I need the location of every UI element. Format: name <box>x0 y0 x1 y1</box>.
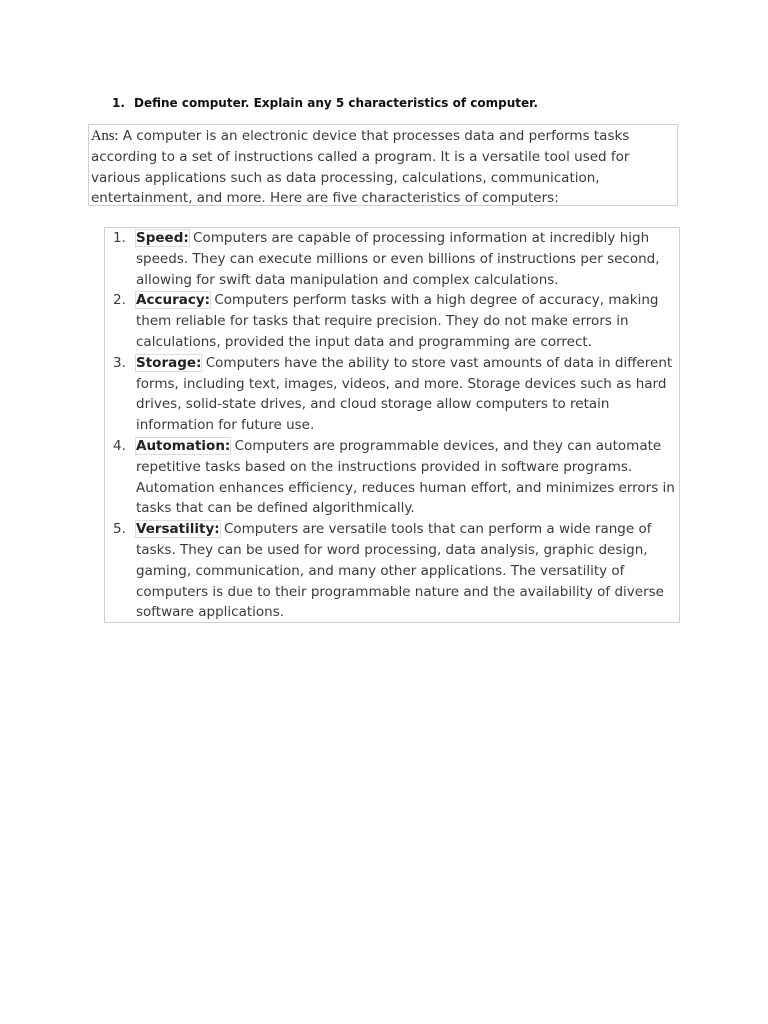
answer-label: Ans: <box>91 128 119 144</box>
list-item-term: Speed: <box>136 230 189 246</box>
list-item-accuracy <box>105 290 679 352</box>
list-item-text: Computers are programmable devices, and they can automate repetitive tasks based on the instructions provided in software programs. Automation enhances efficiency, reduces human effort, and minimizes errors in tasks that can be defined algorithmically. <box>136 437 675 517</box>
question-number: 1. <box>112 96 125 110</box>
list-item-term: Versatility: <box>136 521 220 538</box>
characteristics-list <box>104 227 680 623</box>
question-text: Define computer. Explain any 5 characteristics of computer. <box>134 96 538 110</box>
list-item-number: 5. <box>113 521 126 538</box>
answer-paragraph <box>88 124 678 206</box>
list-item-number: 1. <box>113 230 126 246</box>
list-item-speed <box>105 228 679 290</box>
list-item-text: Computers have the ability to store vast amounts of data in different forms, including text, images, videos, and more. Storage devices such as hard drives, solid-state drives, and cloud storage allow computers to retain information for future use. <box>136 354 673 434</box>
list-item-text: Computers are capable of processing information at incredibly high speeds. They can execute millions or even billions of instructions per second, allowing for swift data manipulation and complex calculations. <box>136 230 660 288</box>
list-item-storage <box>105 353 679 436</box>
list-item-automation <box>105 436 679 519</box>
list-item-versatility <box>105 519 679 623</box>
list-item-text: Computers are versatile tools that can perform a wide range of tasks. They can be used for word processing, data analysis, graphic design, gaming, communication, and many other applications. The versatility of computers is due to their programmable nature and the availability of diverse software applications. <box>136 521 664 621</box>
list-item-term: Accuracy: <box>136 292 211 309</box>
list-item-number: 3. <box>113 354 126 371</box>
list-item-number: 4. <box>113 437 126 454</box>
list-item-text: Computers perform tasks with a high degree of accuracy, making them reliable for tasks that require precision. They do not make errors in calculations, provided the input data and programming are correct. <box>136 292 659 350</box>
question-heading <box>112 94 712 112</box>
answer-text: A computer is an electronic device that processes data and performs tasks according to a set of instructions called a program. It is a versatile tool used for various applications such as data processing, calculations, communication, entertainment, and more. Here are five characteristics of computers: <box>91 128 630 206</box>
list-item-term: Storage: <box>136 354 202 371</box>
list-item-number: 2. <box>113 292 126 309</box>
list-item-term: Automation: <box>136 437 231 454</box>
